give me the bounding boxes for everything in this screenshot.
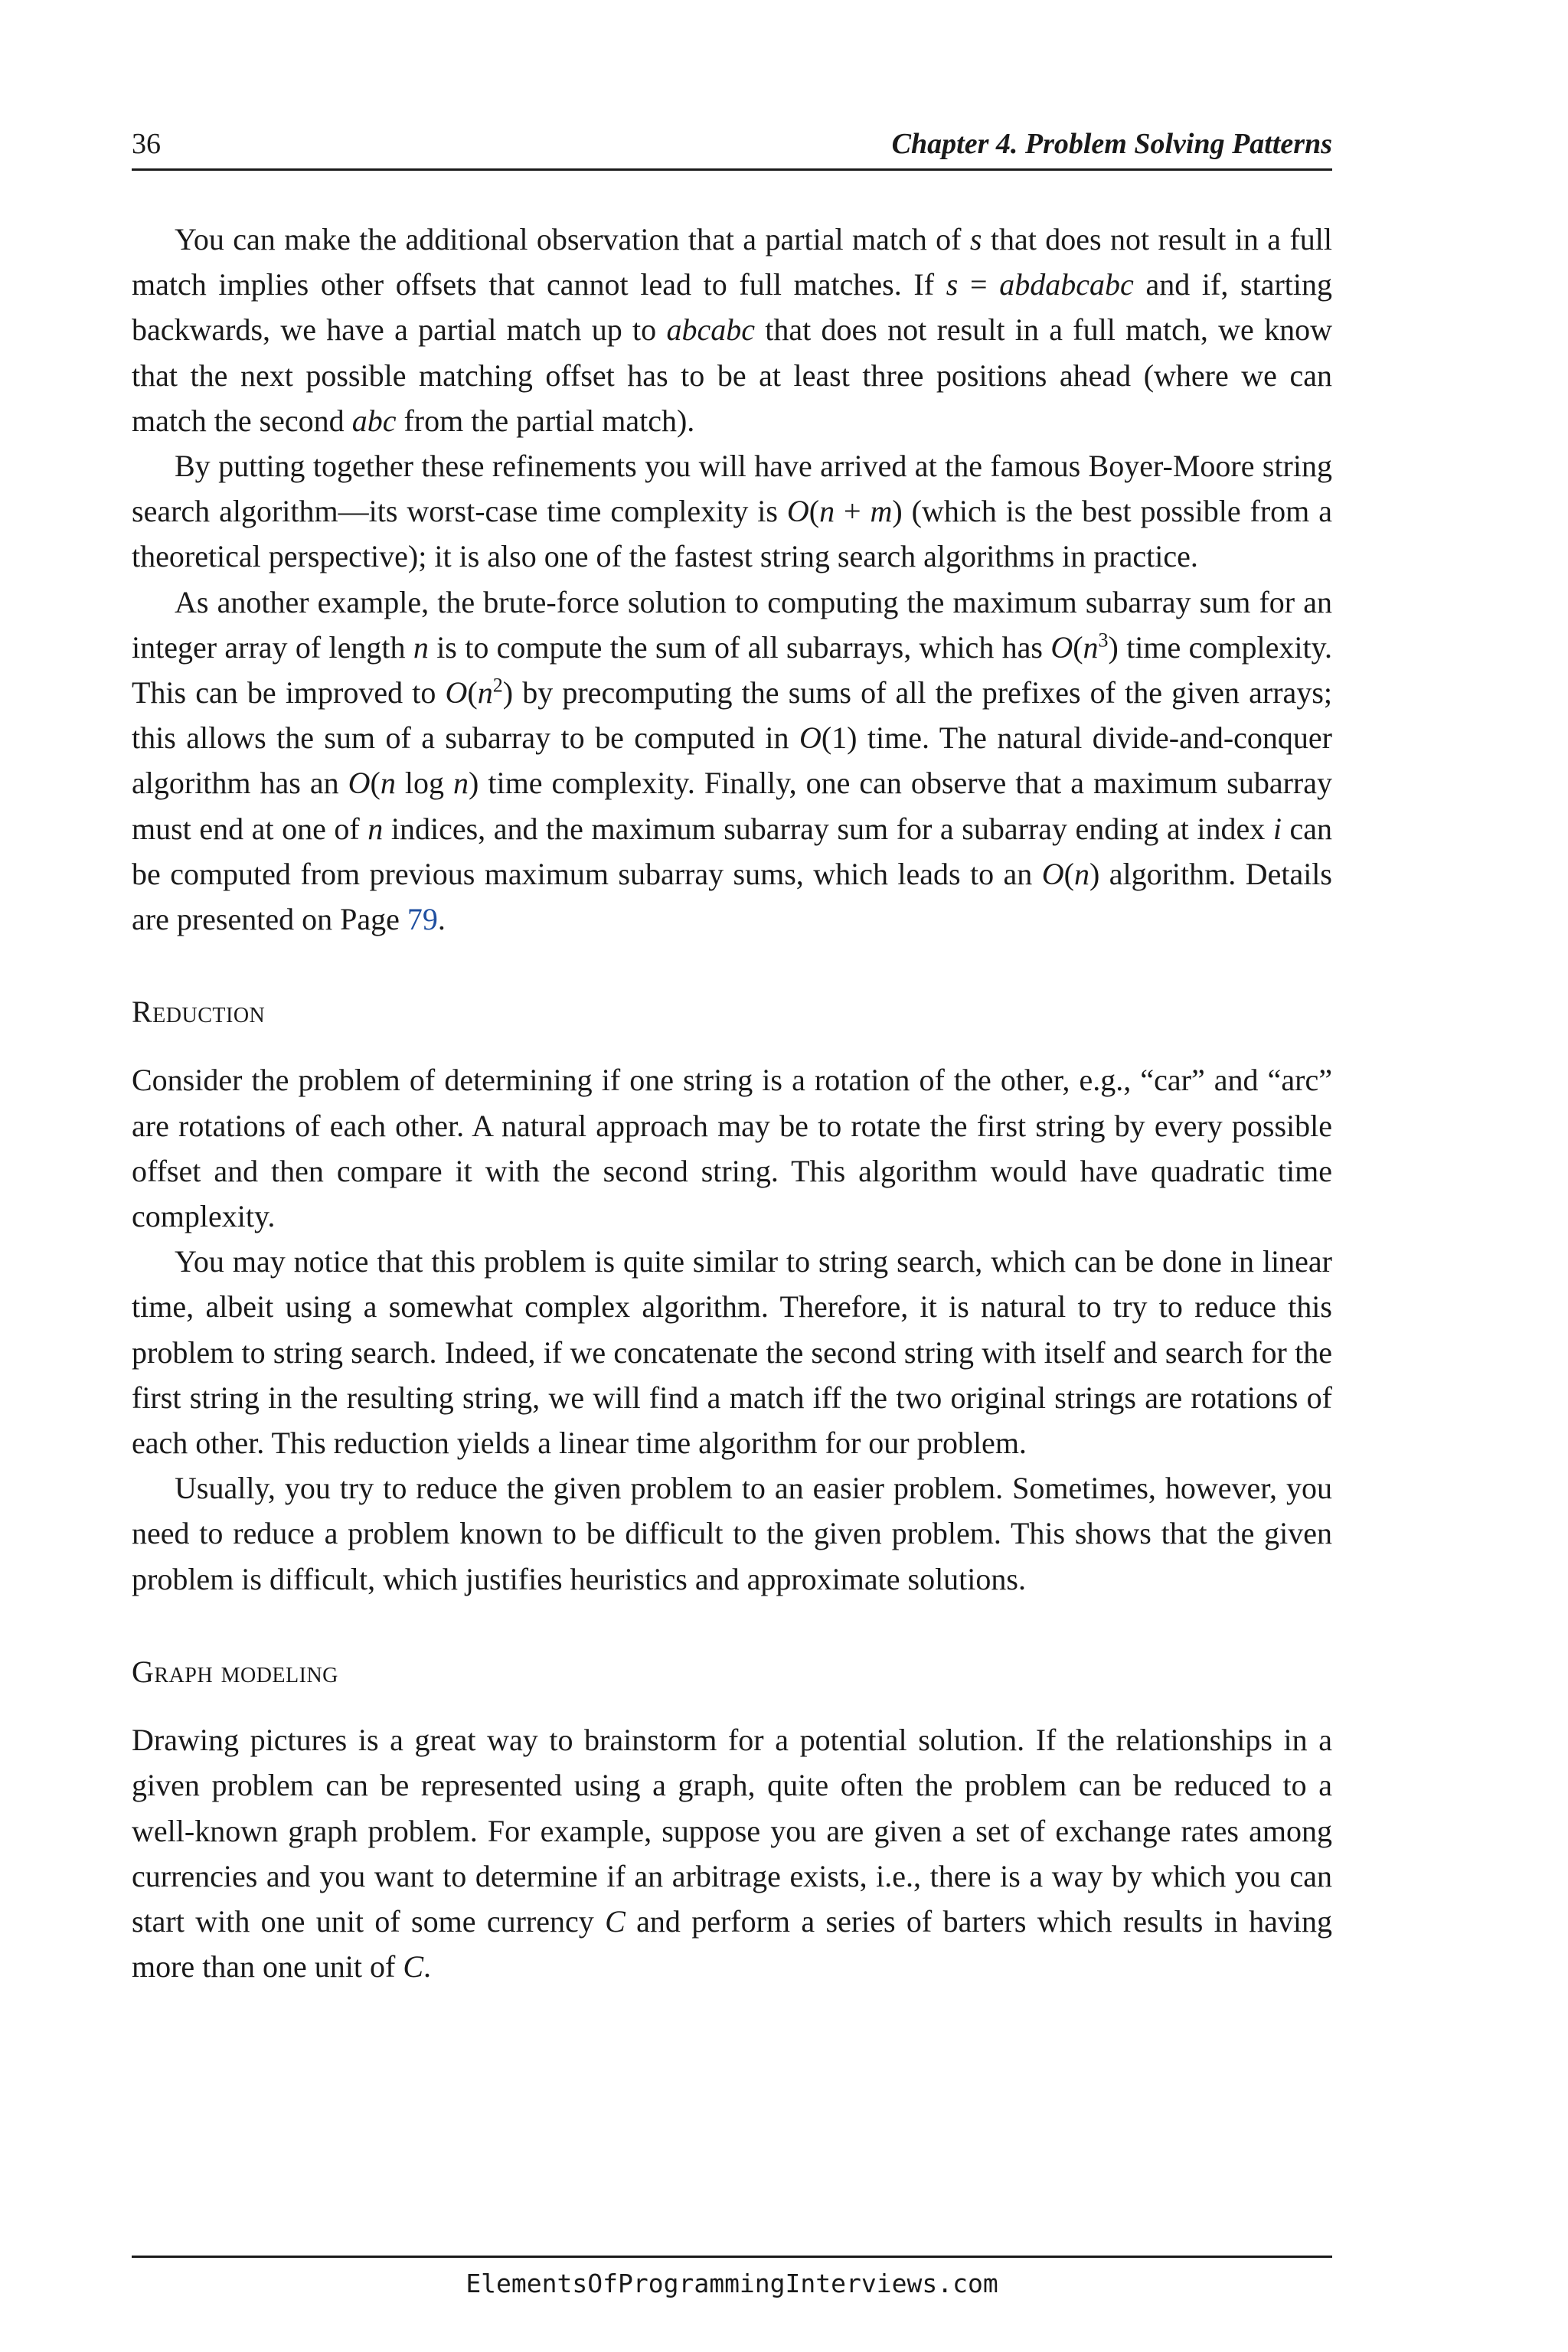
page-79-link[interactable]: 79 [407,902,438,937]
section-heading-reduction: Reduction [132,995,266,1030]
book-page [132,0,1332,2352]
footer-site: ElementsOfProgrammingInterviews.com [466,2269,998,2298]
page-number: 36 [132,128,161,160]
paragraph-reduce-difficult: Usually, you try to reduce the given problem to an easier problem. Sometimes, however, you need to reduce a problem known to be difficult to the given problem. This shows that the given problem is difficult, which justifies heuristics and approximate solutions. [132,1471,1332,1596]
paragraph-rotation: Consider the problem of determining if one string is a rotation of the other, e.g., “car” and “arc” are rotations of each other. A natural approach may be to rotate the first string by every possible offset and then compare it with the second string. This algorithm would have quadratic time complexity. [132,1063,1332,1234]
paragraph-graph-modeling: Drawing pictures is a great way to brainstorm for a potential solution. If the relationships in a given problem can be represented using a graph, quite often the problem can be reduced to a well-known graph problem. For example, suppose you are given a set of exchange rates among currencies and you want to determine if an arbitrage exists, i.e., there is a way by which you can start with one unit of some currency C and perform a series of barters which results in having more than one unit of C. [132,1723,1332,1984]
running-title: Chapter 4. Problem Solving Patterns [891,128,1332,160]
paragraph-partial-match: You can make the additional observation that a partial match of s that does not result in a full match implies other offsets that cannot lead to full matches. If s = abdabcabc and if, starting backwards, we have a partial match up to abcabc that does not result in a full match, we know that the next possible matching offset has to be at least three positions ahead (where we can match the second abc from the partial match). [132,222,1333,438]
section-heading-graph-modeling: Graph modeling [132,1654,338,1689]
page-footer [132,2256,1332,2298]
paragraph-string-search-reduction: You may notice that this problem is quite similar to string search, which can be done in linear time, albeit using a somewhat complex algorithm. Therefore, it is natural to try to reduce this problem to string search. Indeed, if we concatenate the second string with itself and search for the first string in the resulting string, we will find a match iff the two original strings are rotations of each other. This reduction yields a linear time algorithm for our problem. [132,1244,1332,1461]
paragraph-boyer-moore: By putting together these refinements you will have arrived at the famous Boyer-Moore string search algorithm—its worst-case time complexity is O(n + m) (which is the best possible from a theoretical perspective); it is also one of the fastest string search algorithms in practice. [132,449,1332,574]
paragraph-max-subarray: As another example, the brute-force solution to computing the maximum subarray sum for an integer array of length n is to compute the sum of all subarrays, which has $O(n^3)$ time complexity. This can be improved to $O(n^2)$ by precomputing the sums of all the prefixes of the given arrays; this allows the sum of a subarray to be computed in O(1) time. The natural divide-and-conquer algorithm has an O(n log n) time complexity. Finally, one can observe that a maximum subarray must end at one of n indices, and the maximum subarray sum for a subarray ending at index i can be computed from previous maximum subarray sums, which leads to an O(n) algorithm. Details are presented on Page 79. [132,584,1333,937]
page-header [132,127,1332,171]
main-text [132,217,1332,1989]
